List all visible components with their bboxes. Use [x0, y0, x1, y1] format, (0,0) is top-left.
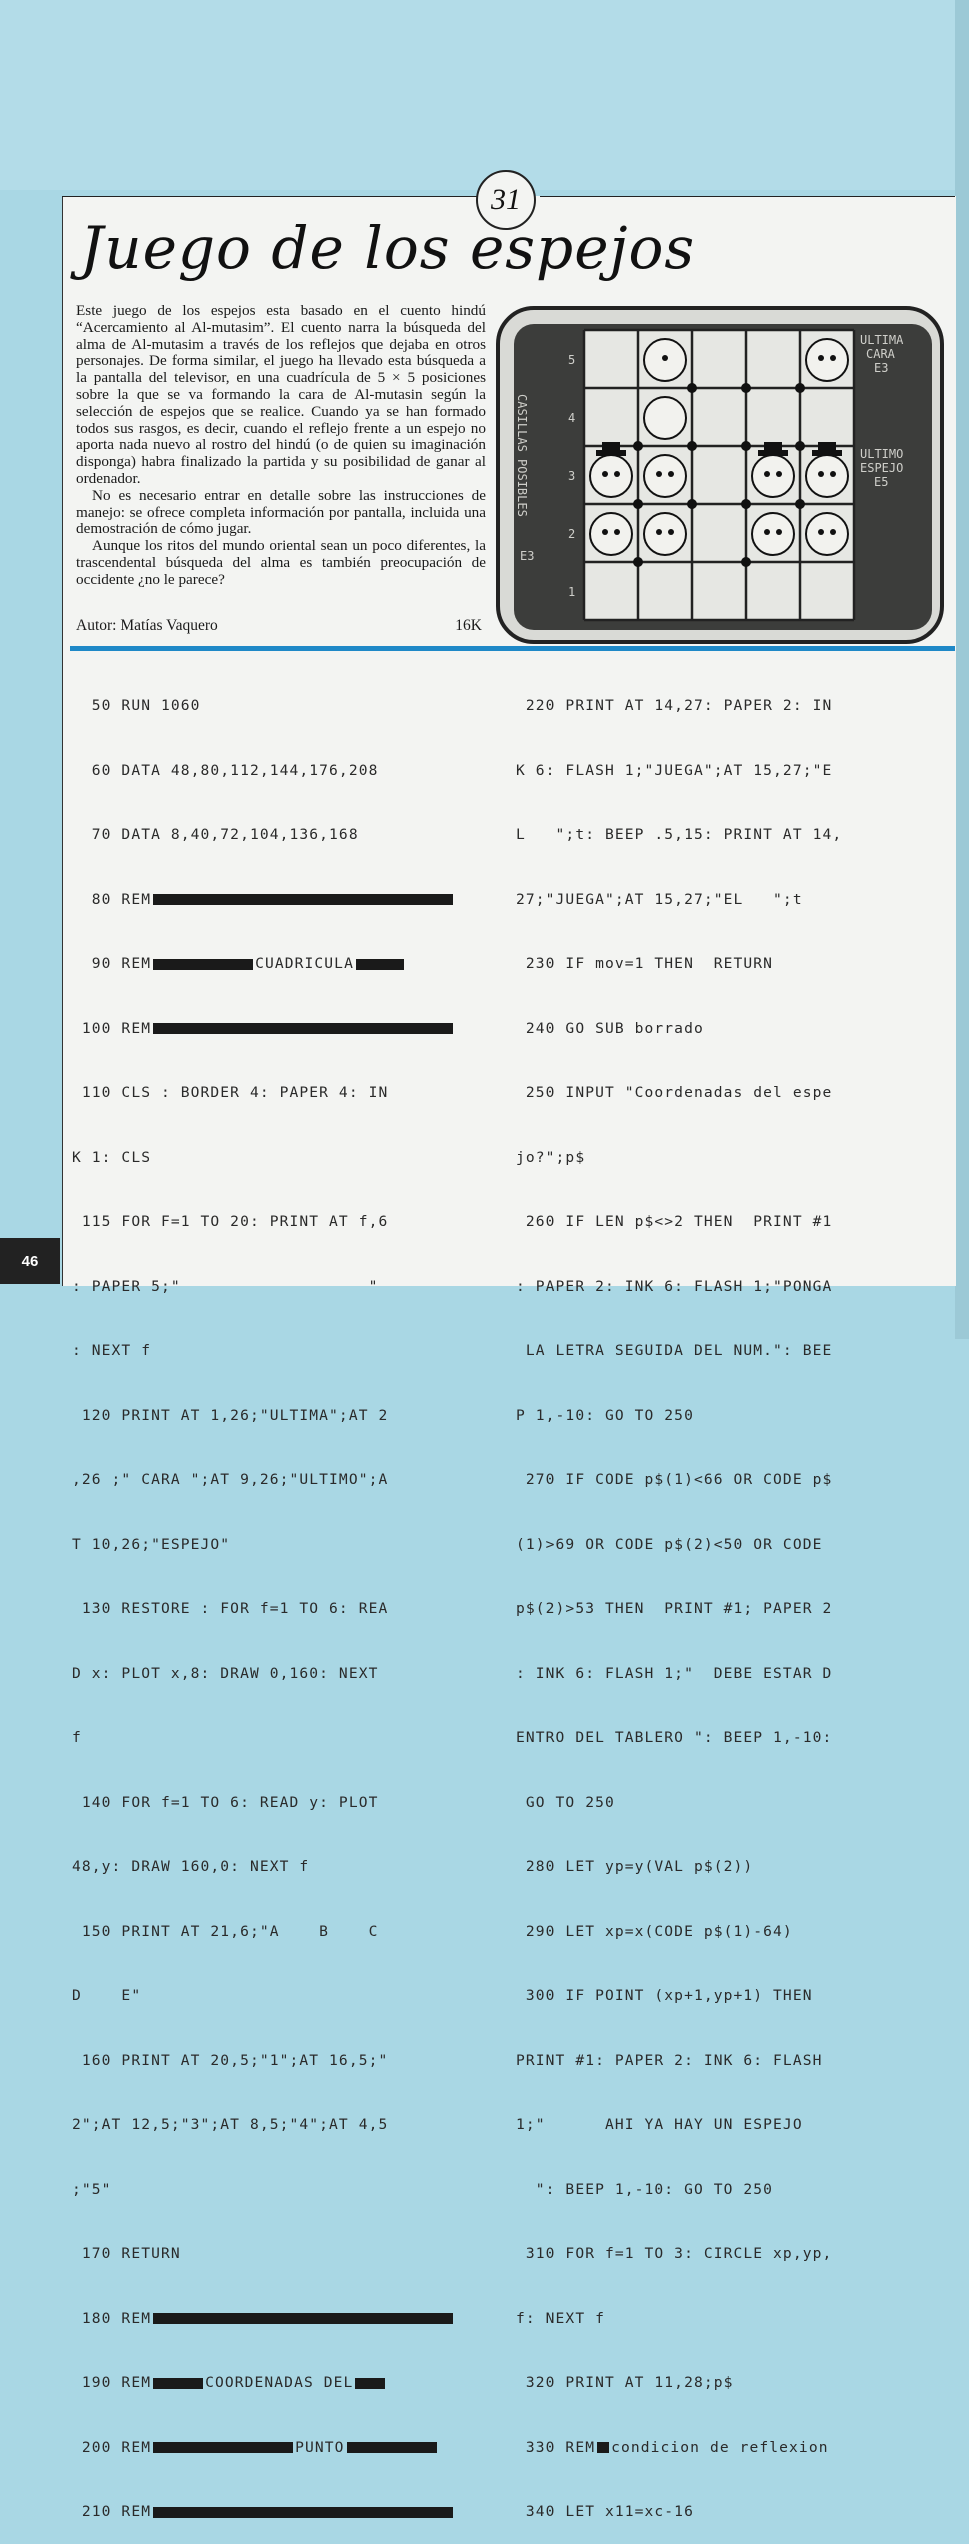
basic-listing-right: [516, 652, 946, 2544]
code-line: : INK 6: FLASH 1;" DEBE ESTAR D: [516, 1664, 833, 1682]
code-line: D E": [72, 1987, 142, 2004]
code-line: 250 INPUT "Coordenadas del espe: [516, 1084, 833, 1101]
code-line: f: NEXT f: [516, 2309, 605, 2327]
code-line: 50 RUN 1060: [72, 697, 201, 714]
code-text: 190 REM: [72, 2374, 152, 2391]
code-line: 27;"JUEGA";AT 15,27;"EL ";t: [516, 890, 803, 908]
code-line: K 1: CLS: [72, 1148, 152, 1166]
code-line: : PAPER 5;" ": [72, 1277, 379, 1295]
page-number: 46: [0, 1238, 60, 1284]
side-value: E3: [520, 549, 535, 563]
code-line: 230 IF mov=1 THEN RETURN: [516, 955, 774, 972]
basic-listing-left: [72, 652, 492, 2544]
code-line: 260 IF LEN p$<>2 THEN PRINT #1: [516, 1213, 833, 1230]
code-line: : PAPER 2: INK 6: FLASH 1;"PONGA: [516, 1277, 833, 1295]
code-line: T 10,26;"ESPEJO": [72, 1535, 231, 1553]
code-line: 1;" AHI YA HAY UN ESPEJO: [516, 2116, 803, 2133]
code-line: 170 RETURN: [72, 2245, 181, 2262]
row-number: 3: [568, 469, 576, 483]
code-text: 200 REM: [72, 2438, 152, 2456]
code-line: ": BEEP 1,-10: GO TO 250: [516, 2180, 774, 2198]
code-text: 80 REM: [72, 890, 152, 908]
code-line: 290 LET xp=x(CODE p$(1)-64): [516, 1922, 793, 1940]
last-face-value: E3: [874, 361, 889, 375]
code-line-rem: [72, 1018, 492, 1040]
row-numbers: [568, 353, 575, 599]
last-mirror-label: ESPEJO: [860, 461, 904, 475]
code-line: 150 PRINT AT 21,6;"A B C: [72, 1922, 379, 1940]
author: Autor: Matías Vaquero: [76, 617, 218, 634]
rem-block: [153, 2313, 453, 2324]
code-line: 300 IF POINT (xp+1,yp+1) THEN: [516, 1987, 813, 2004]
game-board-svg: [514, 324, 932, 630]
code-line: 310 FOR f=1 TO 3: CIRCLE xp,yp,: [516, 2245, 833, 2262]
rem-block: [153, 2378, 203, 2389]
code-line: : NEXT f: [72, 1342, 152, 1359]
blue-background: [0, 0, 969, 190]
rem-label: CUADRICULA: [255, 955, 354, 972]
code-line: 115 FOR F=1 TO 20: PRINT AT f,6: [72, 1213, 389, 1230]
side-label: CASILLAS POSIBLES: [515, 394, 529, 517]
code-line: 340 LET x11=xc-16: [516, 2503, 694, 2520]
intro-paragraph: No es necesario entrar en detalle sobre las instrucciones de manejo: se ofrece completa información por pantalla, incluida una demostración de cómo jugar.: [76, 486, 486, 538]
separator-rule: [70, 646, 955, 651]
rem-block: [597, 2442, 609, 2453]
last-mirror-value: E5: [874, 475, 889, 489]
code-text: 100 REM: [72, 1019, 152, 1037]
code-line: 48,y: DRAW 160,0: NEXT f: [72, 1858, 310, 1875]
rem-block: [355, 2378, 385, 2389]
code-line: 110 CLS : BORDER 4: PAPER 4: IN: [72, 1084, 389, 1101]
code-line: jo?";p$: [516, 1148, 586, 1166]
last-mirror-label: ULTIMO: [860, 447, 904, 461]
article-number-badge: 31: [476, 170, 536, 230]
frame-line: [62, 196, 482, 197]
last-face-label: CARA: [866, 347, 895, 361]
page-title: Juego de los espejos: [80, 214, 696, 282]
code-line: ,26 ;" CARA ";AT 9,26;"ULTIMO";A: [72, 1471, 389, 1488]
code-line: GO TO 250: [516, 1793, 615, 1811]
code-line-rem: [72, 889, 492, 911]
intro-paragraph: Aunque los ritos del mundo oriental sean un poco diferentes, la trascendental búsqueda del alma es también preocupación de occidente ¿no le parece?: [76, 537, 486, 588]
code-line-rem: [72, 2501, 492, 2523]
code-text: 210 REM: [72, 2503, 152, 2520]
code-line: 220 PRINT AT 14,27: PAPER 2: IN: [516, 697, 833, 714]
rem-label: condicion de reflexion: [611, 2438, 829, 2456]
code-line: L ";t: BEEP .5,15: PRINT AT 14,: [516, 826, 843, 843]
code-line: 120 PRINT AT 1,26;"ULTIMA";AT 2: [72, 1406, 389, 1424]
code-line: 60 DATA 48,80,112,144,176,208: [72, 761, 379, 779]
code-line: K 6: FLASH 1;"JUEGA";AT 15,27;"E: [516, 761, 833, 779]
code-line: D x: PLOT x,8: DRAW 0,160: NEXT: [72, 1664, 379, 1682]
row-number: 4: [568, 411, 576, 425]
last-face-label: ULTIMA: [860, 333, 904, 347]
code-line: 320 PRINT AT 11,28;p$: [516, 2374, 734, 2391]
intro-paragraph: Este juego de los espejos esta basado en el cuento hindú “Acercamiento al Al-mutasim”. El cuento narra la búsqueda del alma de Al-mutasim a través de los reflejos que dejaba en otros personajes. De forma similar, el juego ha llevado esta búsqueda a la pantalla del televisor, en una cuadrícula de 5 × 5 posiciones sobre la que se va formando la cara de Al-mutasin según la selección de espejos que se realice. Cuando ya se han formado todos sus rasgos, es decir, cuando el reflejo frente a un espejo no aporta nada nuevo al rostro del hindú (o de quien su imaginación disponga) habra finalizado la partida y su posibilidad de ganar al ordenador.: [76, 302, 486, 487]
page-edge: [955, 0, 969, 1339]
code-line: P 1,-10: GO TO 250: [516, 1406, 694, 1424]
code-line-rem: [72, 953, 492, 975]
code-text: 180 REM: [72, 2309, 152, 2327]
code-line: 280 LET yp=y(VAL p$(2)): [516, 1858, 754, 1875]
rem-block: [153, 1023, 453, 1034]
game-screenshot: [496, 306, 944, 644]
code-line: (1)>69 OR CODE p$(2)<50 OR CODE: [516, 1535, 823, 1553]
code-line-rem: [72, 2372, 492, 2394]
code-line-rem: [516, 2437, 946, 2459]
code-line: p$(2)>53 THEN PRINT #1; PAPER 2: [516, 1600, 833, 1617]
code-line: PRINT #1: PAPER 2: INK 6: FLASH: [516, 2051, 823, 2069]
code-line: 2";AT 12,5;"3";AT 8,5;"4";AT 4,5: [72, 2116, 389, 2133]
code-line: LA LETRA SEGUIDA DEL NUM.": BEE: [516, 1342, 833, 1359]
row-number: 5: [568, 353, 576, 367]
code-line: 240 GO SUB borrado: [516, 1019, 704, 1037]
rem-label: PUNTO: [295, 2438, 345, 2456]
rem-block: [153, 894, 453, 905]
code-line: 140 FOR f=1 TO 6: READ y: PLOT: [72, 1793, 379, 1811]
code-line: 270 IF CODE p$(1)<66 OR CODE p$: [516, 1471, 833, 1488]
rem-block: [347, 2442, 437, 2453]
tv-screen: [514, 324, 932, 630]
code-line: 130 RESTORE : FOR f=1 TO 6: REA: [72, 1600, 389, 1617]
code-line: 160 PRINT AT 20,5;"1";AT 16,5;": [72, 2051, 389, 2069]
right-labels: [860, 333, 904, 489]
code-line: 70 DATA 8,40,72,104,136,168: [72, 826, 359, 843]
memory-size: 16K: [455, 617, 482, 634]
code-text: 90 REM: [72, 955, 152, 972]
code-line: f: [72, 1729, 82, 1746]
rem-label: COORDENADAS DEL: [205, 2374, 354, 2391]
code-line: ;"5": [72, 2180, 112, 2198]
code-line-rem: [72, 2308, 492, 2330]
code-line: ENTRO DEL TABLERO ": BEEP 1,-10:: [516, 1729, 833, 1746]
intro-text: [76, 303, 486, 589]
code-line-rem: [72, 2437, 492, 2459]
rem-block: [153, 2507, 453, 2518]
code-text: 330 REM: [516, 2438, 596, 2456]
rem-block: [356, 959, 404, 970]
frame-line: [540, 196, 955, 197]
row-number: 2: [568, 527, 576, 541]
author-row: [76, 617, 486, 637]
row-number: 1: [568, 585, 576, 599]
rem-block: [153, 2442, 293, 2453]
rem-block: [153, 959, 253, 970]
